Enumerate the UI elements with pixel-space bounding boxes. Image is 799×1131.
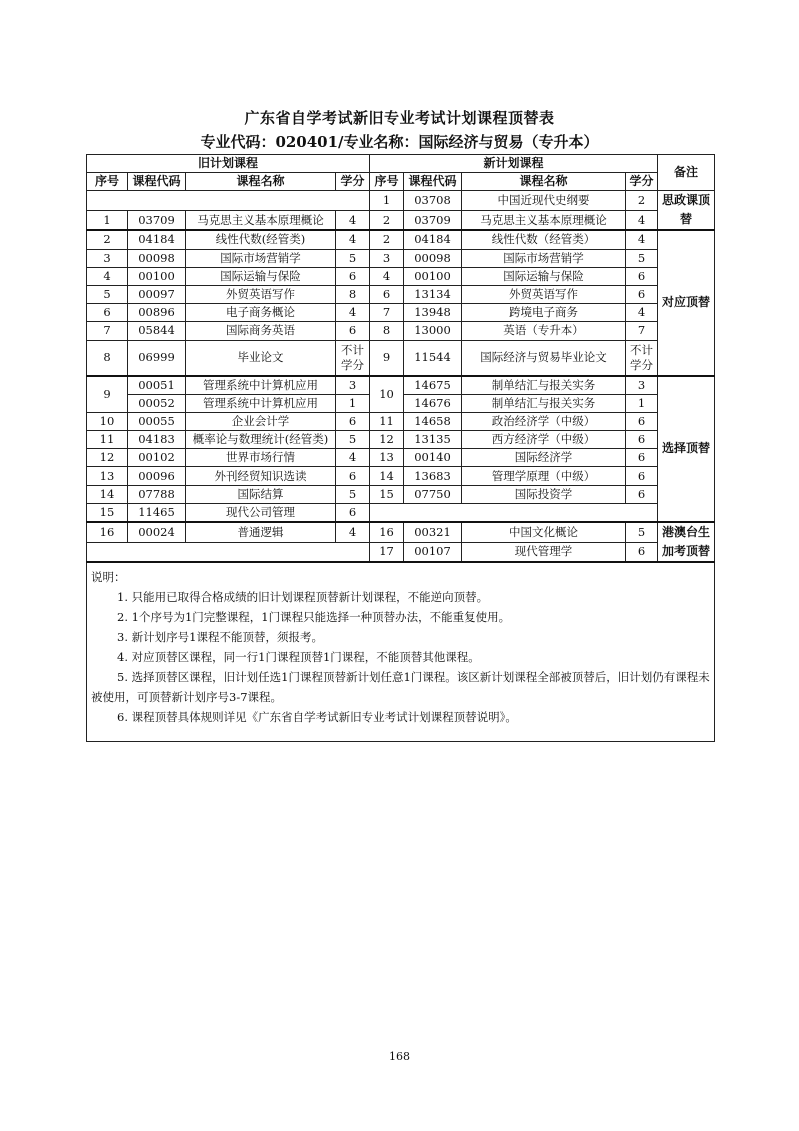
new-code-cell: 03708 <box>404 191 462 210</box>
new-credit-cell: 5 <box>626 522 658 542</box>
new-seq-cell: 11 <box>370 412 404 430</box>
new-seq-cell: 8 <box>370 322 404 340</box>
new-credit-header: 学分 <box>626 173 658 191</box>
old-credit-cell: 5 <box>336 431 370 449</box>
new-name-cell: 马克思主义基本原理概论 <box>462 210 626 230</box>
remark-selective: 选择顶替 <box>658 376 715 523</box>
course-substitution-table <box>86 154 715 742</box>
new-code-cell: 13134 <box>404 285 462 303</box>
note-item: 5. 选择顶替区课程，旧计划任选1门课程顶替新计划任意1门课程。该区新计划课程全部被顶替后，旧计划仍有课程未被使用，可顶替新计划序号3-7课程。 <box>91 670 710 704</box>
new-credit-cell: 6 <box>626 467 658 485</box>
old-name-cell: 管理系统中计算机应用 <box>186 394 336 412</box>
old-name-cell: 国际结算 <box>186 485 336 503</box>
old-name-cell: 世界市场行情 <box>186 449 336 467</box>
old-seq-cell: 2 <box>87 230 128 249</box>
header-row-columns <box>87 173 715 191</box>
new-name-cell: 政治经济学（中级） <box>462 412 626 430</box>
new-code-cell: 13135 <box>404 431 462 449</box>
new-code-cell: 00100 <box>404 267 462 285</box>
new-name-cell: 现代管理学 <box>462 542 626 562</box>
table-row <box>87 191 715 210</box>
new-seq-cell: 2 <box>370 210 404 230</box>
old-name-cell: 现代公司管理 <box>186 503 336 522</box>
new-credit-cell: 4 <box>626 210 658 230</box>
new-seq-cell: 6 <box>370 285 404 303</box>
old-credit-cell: 4 <box>336 230 370 249</box>
new-name-cell: 跨境电子商务 <box>462 304 626 322</box>
new-plan-header: 新计划课程 <box>370 155 658 173</box>
table-row <box>87 485 715 503</box>
table-row <box>87 230 715 249</box>
remark-politics: 思政课顶替 <box>658 191 715 231</box>
new-name-cell: 中国近现代史纲要 <box>462 191 626 210</box>
old-code-cell: 04183 <box>128 431 186 449</box>
new-credit-cell: 6 <box>626 431 658 449</box>
new-code-cell: 14676 <box>404 394 462 412</box>
new-code-cell: 13000 <box>404 322 462 340</box>
old-credit-cell: 4 <box>336 210 370 230</box>
new-credit-cell: 5 <box>626 249 658 267</box>
old-credit-cell: 8 <box>336 285 370 303</box>
new-seq-cell: 15 <box>370 485 404 503</box>
remark-corresponding: 对应顶替 <box>658 230 715 375</box>
old-name-cell: 普通逻辑 <box>186 522 336 542</box>
old-name-cell: 国际运输与保险 <box>186 267 336 285</box>
table-row <box>87 412 715 430</box>
old-name-cell: 外贸英语写作 <box>186 285 336 303</box>
old-name-cell: 线性代数(经管类) <box>186 230 336 249</box>
old-name-cell: 外刊经贸知识选读 <box>186 467 336 485</box>
old-credit-cell: 3 <box>336 376 370 395</box>
old-seq-cell: 14 <box>87 485 128 503</box>
note-item: 3. 新计划序号1课程不能顶替，须报考。 <box>117 630 323 644</box>
old-code-cell: 04184 <box>128 230 186 249</box>
old-name-cell: 概率论与数理统计(经管类) <box>186 431 336 449</box>
table-row <box>87 210 715 230</box>
new-code-cell: 00321 <box>404 522 462 542</box>
table-row <box>87 285 715 303</box>
old-code-cell: 00052 <box>128 394 186 412</box>
old-seq-cell: 7 <box>87 322 128 340</box>
new-seq-cell: 7 <box>370 304 404 322</box>
new-credit-cell: 6 <box>626 285 658 303</box>
new-seq-cell: 4 <box>370 267 404 285</box>
new-credit-cell: 3 <box>626 376 658 395</box>
new-seq-cell: 12 <box>370 431 404 449</box>
new-name-cell: 国际经济与贸易毕业论文 <box>462 340 626 376</box>
new-code-cell: 00098 <box>404 249 462 267</box>
old-seq-cell: 11 <box>87 431 128 449</box>
old-seq-header: 序号 <box>87 173 128 191</box>
new-seq-cell: 17 <box>370 542 404 562</box>
new-credit-cell: 2 <box>626 191 658 210</box>
old-code-cell: 00096 <box>128 467 186 485</box>
new-name-cell: 西方经济学（中级） <box>462 431 626 449</box>
notes-cell <box>87 562 715 742</box>
old-seq-cell: 5 <box>87 285 128 303</box>
old-plan-header: 旧计划课程 <box>87 155 370 173</box>
old-code-cell: 00097 <box>128 285 186 303</box>
remark-header: 备注 <box>658 155 715 191</box>
new-seq-cell: 9 <box>370 340 404 376</box>
new-name-cell: 外贸英语写作 <box>462 285 626 303</box>
old-name-header: 课程名称 <box>186 173 336 191</box>
remark-hmt: 港澳台生加考顶替 <box>658 522 715 562</box>
old-credit-cell: 6 <box>336 267 370 285</box>
table-row <box>87 304 715 322</box>
old-credit-cell: 6 <box>336 467 370 485</box>
old-code-cell: 06999 <box>128 340 186 376</box>
old-credit-cell: 6 <box>336 412 370 430</box>
table-row <box>87 340 715 376</box>
new-seq-cell: 1 <box>370 191 404 210</box>
old-seq-cell: 13 <box>87 467 128 485</box>
new-seq-cell: 3 <box>370 249 404 267</box>
table-row <box>87 249 715 267</box>
new-code-cell: 11544 <box>404 340 462 376</box>
new-code-cell: 13948 <box>404 304 462 322</box>
old-seq-cell: 8 <box>87 340 128 376</box>
note-item: 2. 1个序号为1门完整课程，1门课程只能选择一种顶替办法，不能重复使用。 <box>117 610 511 624</box>
note-item: 1. 只能用已取得合格成绩的旧计划课程顶替新计划课程，不能逆向顶替。 <box>117 590 489 604</box>
notes-title: 说明： <box>91 570 126 584</box>
new-credit-cell: 6 <box>626 485 658 503</box>
new-name-cell: 制单结汇与报关实务 <box>462 394 626 412</box>
table-row <box>87 431 715 449</box>
old-credit-cell: 4 <box>336 304 370 322</box>
new-seq-cell: 10 <box>370 376 404 413</box>
old-credit-header: 学分 <box>336 173 370 191</box>
old-code-cell: 00896 <box>128 304 186 322</box>
document-subtitle: 专业代码：020401/专业名称：国际经济与贸易（专升本） <box>200 133 599 151</box>
old-name-cell: 毕业论文 <box>186 340 336 376</box>
new-credit-cell: 6 <box>626 542 658 562</box>
new-code-cell: 14658 <box>404 412 462 430</box>
new-code-cell: 00140 <box>404 449 462 467</box>
old-code-cell: 00098 <box>128 249 186 267</box>
new-name-cell: 国际投资学 <box>462 485 626 503</box>
old-credit-cell: 5 <box>336 249 370 267</box>
old-code-header: 课程代码 <box>128 173 186 191</box>
old-code-cell: 00055 <box>128 412 186 430</box>
new-name-cell: 线性代数（经管类） <box>462 230 626 249</box>
old-seq-cell: 12 <box>87 449 128 467</box>
old-seq-cell: 9 <box>87 376 128 413</box>
old-code-cell: 00100 <box>128 267 186 285</box>
document-title: 广东省自学考试新旧专业考试计划课程顶替表 <box>244 109 555 127</box>
old-credit-cell: 4 <box>336 449 370 467</box>
new-seq-header: 序号 <box>370 173 404 191</box>
header-row-groups <box>87 155 715 173</box>
table-row <box>87 449 715 467</box>
old-seq-cell: 16 <box>87 522 128 542</box>
new-seq-cell: 13 <box>370 449 404 467</box>
new-name-cell: 英语（专升本） <box>462 322 626 340</box>
old-credit-cell: 1 <box>336 394 370 412</box>
new-credit-cell: 1 <box>626 394 658 412</box>
new-code-cell: 13683 <box>404 467 462 485</box>
new-seq-cell: 2 <box>370 230 404 249</box>
empty-old-cell <box>87 542 370 562</box>
new-code-cell: 00107 <box>404 542 462 562</box>
new-name-cell: 国际运输与保险 <box>462 267 626 285</box>
new-code-cell: 14675 <box>404 376 462 395</box>
new-credit-cell: 不计学分 <box>626 340 658 376</box>
new-code-header: 课程代码 <box>404 173 462 191</box>
new-credit-cell: 4 <box>626 230 658 249</box>
new-credit-cell: 7 <box>626 322 658 340</box>
old-code-cell: 05844 <box>128 322 186 340</box>
table-row <box>87 542 715 562</box>
old-name-cell: 国际市场营销学 <box>186 249 336 267</box>
new-credit-cell: 6 <box>626 449 658 467</box>
table-row <box>87 376 715 395</box>
table-row <box>87 322 715 340</box>
new-credit-cell: 6 <box>626 412 658 430</box>
old-credit-cell: 5 <box>336 485 370 503</box>
old-credit-cell: 不计学分 <box>336 340 370 376</box>
new-credit-cell: 4 <box>626 304 658 322</box>
note-item: 6. 课程顶替具体规则详见《广东省自学考试新旧专业考试计划课程顶替说明》。 <box>117 710 517 724</box>
table-row <box>87 522 715 542</box>
page-number: 168 <box>389 1050 410 1063</box>
new-name-header: 课程名称 <box>462 173 626 191</box>
new-name-cell: 管理学原理（中级） <box>462 467 626 485</box>
old-seq-cell: 1 <box>87 210 128 230</box>
old-code-cell: 00102 <box>128 449 186 467</box>
old-seq-cell: 15 <box>87 503 128 522</box>
new-name-cell: 国际市场营销学 <box>462 249 626 267</box>
notes-row <box>87 562 715 742</box>
new-name-cell: 中国文化概论 <box>462 522 626 542</box>
old-credit-cell: 4 <box>336 522 370 542</box>
old-name-cell: 企业会计学 <box>186 412 336 430</box>
old-name-cell: 马克思主义基本原理概论 <box>186 210 336 230</box>
new-name-cell: 制单结汇与报关实务 <box>462 376 626 395</box>
old-seq-cell: 10 <box>87 412 128 430</box>
empty-new-cell <box>370 503 658 522</box>
table-row <box>87 467 715 485</box>
new-code-cell: 03709 <box>404 210 462 230</box>
old-code-cell: 00051 <box>128 376 186 395</box>
old-name-cell: 电子商务概论 <box>186 304 336 322</box>
old-seq-cell: 4 <box>87 267 128 285</box>
new-code-cell: 07750 <box>404 485 462 503</box>
new-seq-cell: 16 <box>370 522 404 542</box>
new-seq-cell: 14 <box>370 467 404 485</box>
old-credit-cell: 6 <box>336 503 370 522</box>
old-code-cell: 00024 <box>128 522 186 542</box>
new-credit-cell: 6 <box>626 267 658 285</box>
table-row <box>87 503 715 522</box>
new-name-cell: 国际经济学 <box>462 449 626 467</box>
old-name-cell: 管理系统中计算机应用 <box>186 376 336 395</box>
old-code-cell: 11465 <box>128 503 186 522</box>
old-seq-cell: 3 <box>87 249 128 267</box>
new-code-cell: 04184 <box>404 230 462 249</box>
note-item: 4. 对应顶替区课程，同一行1门课程顶替1门课程，不能顶替其他课程。 <box>117 650 480 664</box>
old-credit-cell: 6 <box>336 322 370 340</box>
old-code-cell: 07788 <box>128 485 186 503</box>
empty-old-cell <box>87 191 370 210</box>
old-seq-cell: 6 <box>87 304 128 322</box>
old-code-cell: 03709 <box>128 210 186 230</box>
table-row <box>87 267 715 285</box>
old-name-cell: 国际商务英语 <box>186 322 336 340</box>
